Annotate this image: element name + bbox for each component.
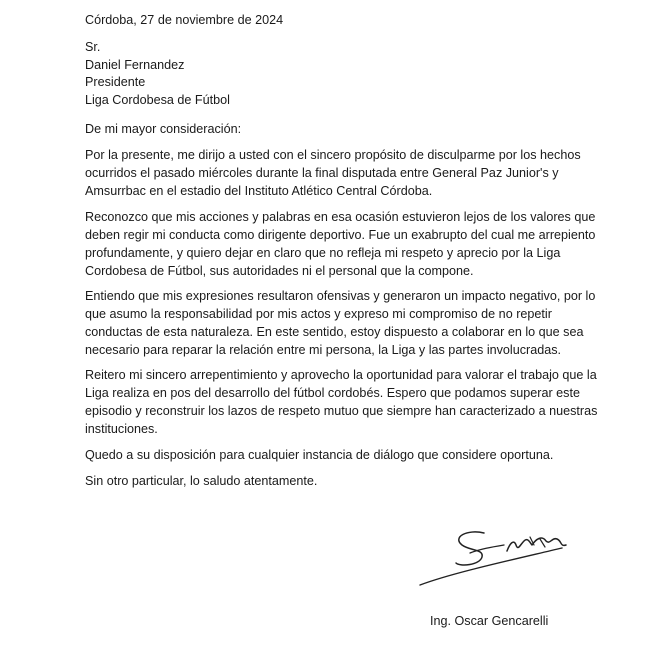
paragraph-apology: Por la presente, me dirijo a usted con el sincero propósito de disculparme por los hechos ocurridos el pasado miércoles durante la final disputada entre General Paz Junior's y Amsurrbac en el estadio del Instituto Atlético Central Córdoba. bbox=[85, 148, 581, 198]
paragraph-responsibility: Entiendo que mis expresiones resultaron ofensivas y generaron un impacto negativo, por lo que asumo la responsabilidad por mis actos y expreso mi compromiso de no repetir conductas de esta naturaleza. En este sentido, estoy dispuesto a colaborar en lo que sea necesario para reparar la relación entre mi persona, la Liga y las partes involucradas. bbox=[85, 289, 596, 357]
recipient-name: Daniel Fernandez bbox=[85, 57, 185, 72]
paragraph-acknowledgement: Reconozco que mis acciones y palabras en esa ocasión estuvieron lejos de los valores que deben regir mi conducta como dirigente deportivo. Fue un exabrupto del cual me arrepiento profundamente, y quiero dejar en claro que no refleja mi respeto y aprecio por la Liga Cordobesa de Fútbol, sus autoridades ni el personal que la compone. bbox=[85, 210, 596, 278]
recipient-title: Presidente bbox=[85, 75, 146, 89]
paragraph-availability: Quedo a su disposición para cualquier instancia de diálogo que considere oportuna. bbox=[85, 448, 554, 462]
paragraph-reiteration: Reitero mi sincero arrepentimiento y aprovecho la oportunidad para valorar el trabajo que la Liga realiza en pos del desarrollo del fútbol cordobés. Espero que podamos superar este episodio y reconstruir los lazos de respeto mutuo que siempre han caracterizado a nuestras instituciones. bbox=[85, 368, 598, 436]
letter-greeting: De mi mayor consideración: bbox=[85, 122, 242, 136]
signer-name: Ing. Oscar Gencarelli bbox=[430, 614, 549, 628]
letter-date: Córdoba, 27 de noviembre de 2024 bbox=[85, 13, 284, 27]
recipient-block bbox=[85, 38, 605, 108]
recipient-organization: Liga Cordobesa de Fútbol bbox=[85, 92, 230, 107]
handwritten-signature bbox=[412, 515, 572, 595]
recipient-salutation: Sr. bbox=[85, 40, 101, 54]
letter-closing: Sin otro particular, lo saludo atentamente. bbox=[85, 474, 318, 488]
